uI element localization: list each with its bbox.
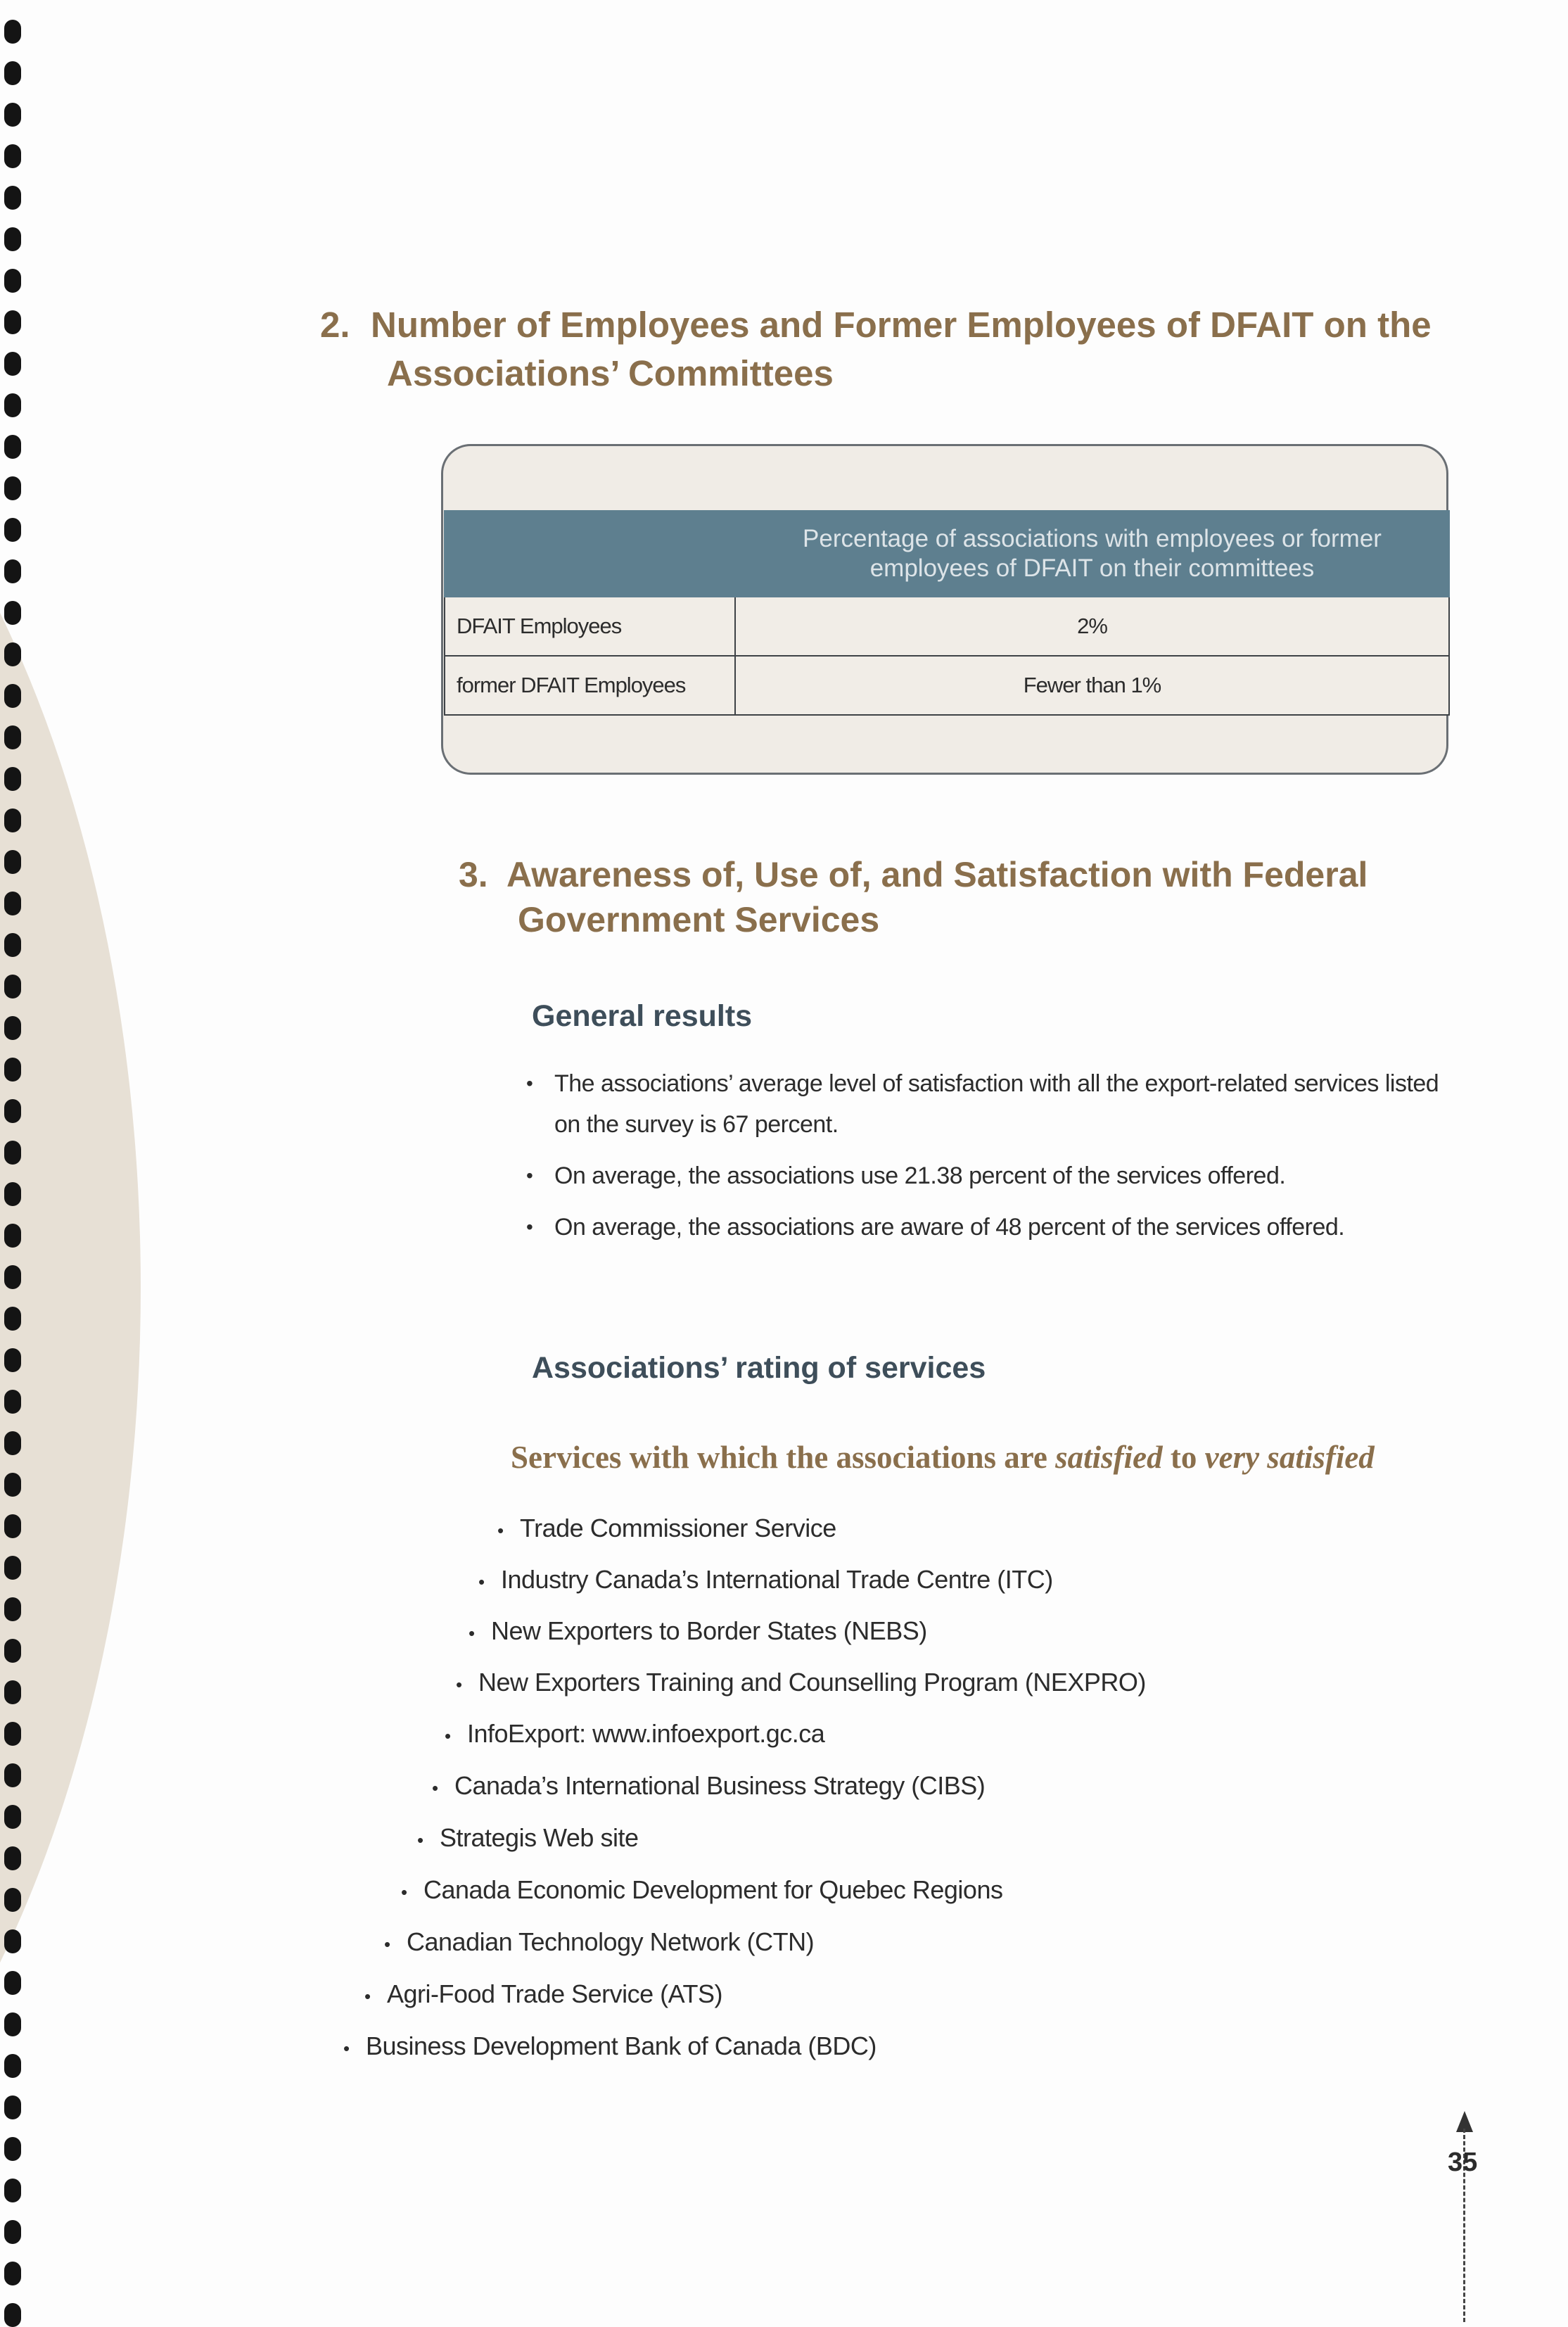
binding-ring: [4, 1390, 21, 1414]
binding-ring: [4, 1846, 21, 1870]
binding-ring: [4, 103, 21, 127]
general-results-heading: General results: [532, 999, 753, 1033]
binding-ring: [4, 1224, 21, 1248]
binding-ring: [4, 310, 21, 334]
table-row-value: Fewer than 1%: [735, 656, 1449, 715]
binding-ring: [4, 933, 21, 957]
service-label: Canada’s International Business Strategy (CIBS): [454, 1771, 986, 1800]
binding-ring: [4, 1680, 21, 1704]
binding-ring: [4, 850, 21, 874]
list-item: • On average, the associations are aware of 48 percent of the services offered.: [521, 1207, 1370, 1248]
binding-ring: [4, 559, 21, 583]
binding-ring: [4, 144, 21, 168]
binding-ring: [4, 2303, 21, 2327]
list-item: • On average, the associations use 21.38 percent of the services offered.: [521, 1155, 1463, 1196]
binding-ring: [4, 975, 21, 998]
binding-ring: [4, 684, 21, 708]
subheading-emphasis: very satisfied: [1204, 1440, 1375, 1475]
binding-ring: [4, 725, 21, 749]
binding-ring: [4, 1556, 21, 1580]
binding-ring: [4, 1514, 21, 1538]
binding-ring: [4, 1307, 21, 1331]
binding-ring: [4, 1597, 21, 1621]
binding-ring: [4, 352, 21, 376]
service-item: [497, 1514, 836, 1543]
service-label: InfoExport: www.infoexport.gc.ca: [467, 1719, 825, 1748]
service-item: [445, 1719, 824, 1749]
spiral-binding: [0, 0, 24, 2322]
table-row-label: former DFAIT Employees: [445, 656, 735, 715]
bullet-icon: •: [432, 1777, 438, 1799]
binding-ring: [4, 269, 21, 293]
service-item: [401, 1875, 1002, 1905]
subheading-text: to: [1162, 1440, 1205, 1475]
table-row: [445, 656, 1449, 715]
binding-ring: [4, 2137, 21, 2161]
table-header-row: [445, 511, 1449, 597]
binding-ring: [4, 892, 21, 915]
binding-ring: [4, 809, 21, 832]
bullet-icon: •: [497, 1520, 504, 1541]
binding-ring: [4, 61, 21, 85]
binding-ring: [4, 227, 21, 251]
employees-table: [444, 510, 1450, 716]
binding-ring: [4, 1348, 21, 1372]
section2-heading: [320, 300, 1432, 398]
section2-title-line2: Associations’ Committees: [387, 353, 834, 393]
bullet-icon: •: [456, 1674, 462, 1695]
binding-ring: [4, 1763, 21, 1787]
binding-ring: [4, 1099, 21, 1123]
service-label: New Exporters to Border States (NEBS): [491, 1616, 927, 1645]
list-item: • The associations’ average level of satisfaction with all the export-related services listed on the survey is 67 percent.: [521, 1063, 1463, 1145]
service-item: [417, 1823, 638, 1853]
service-label: New Exporters Training and Counselling Program (NEXPRO): [478, 1668, 1146, 1697]
binding-ring: [4, 1722, 21, 1746]
bullet-icon: •: [401, 1882, 407, 1903]
table-row-label: DFAIT Employees: [445, 597, 735, 656]
binding-ring: [4, 1639, 21, 1663]
section2-title-line1: Number of Employees and Former Employees of DFAIT on the: [371, 305, 1432, 345]
service-label: Canadian Technology Network (CTN): [407, 1927, 815, 1956]
service-label: Strategis Web site: [440, 1823, 639, 1852]
binding-ring: [4, 1182, 21, 1206]
service-label: Agri-Food Trade Service (ATS): [387, 1979, 722, 2008]
satisfied-subheading: [511, 1439, 1375, 1476]
service-label: Business Development Bank of Canada (BDC): [366, 2031, 877, 2060]
bullet-icon: •: [445, 1725, 451, 1746]
binding-ring: [4, 20, 21, 44]
service-label: Industry Canada’s International Trade Centre (ITC): [501, 1565, 1053, 1594]
binding-ring: [4, 435, 21, 459]
binding-ring: [4, 476, 21, 500]
binding-ring: [4, 601, 21, 625]
rating-heading: Associations’ rating of services: [532, 1351, 986, 1385]
binding-ring: [4, 1058, 21, 1082]
general-results-list: [521, 1063, 1463, 1258]
service-label: Canada Economic Development for Quebec Regions: [423, 1875, 1003, 1904]
section3-title-line2: Government Services: [518, 900, 880, 939]
subheading-text: Services with which the associations are: [511, 1440, 1056, 1475]
bullet-icon: •: [364, 1986, 371, 2007]
binding-ring: [4, 1431, 21, 1455]
bullet-icon: •: [343, 2038, 350, 2059]
bullet-icon: •: [384, 1934, 390, 1955]
binding-ring: [4, 2012, 21, 2036]
binding-ring: [4, 767, 21, 791]
binding-ring: [4, 1141, 21, 1165]
binding-ring: [4, 393, 21, 417]
section3-number: 3.: [459, 855, 488, 894]
service-item: [469, 1616, 927, 1646]
service-item: [343, 2031, 877, 2061]
binding-ring: [4, 2179, 21, 2202]
binding-ring: [4, 642, 21, 666]
binding-ring: [4, 1929, 21, 1953]
binding-ring: [4, 1016, 21, 1040]
binding-ring: [4, 2220, 21, 2244]
service-item: [432, 1771, 985, 1801]
service-item: [384, 1927, 814, 1957]
binding-ring: [4, 518, 21, 542]
table-row: [445, 597, 1449, 656]
binding-ring: [4, 1888, 21, 1912]
binding-ring: [4, 1265, 21, 1289]
binding-ring: [4, 2095, 21, 2119]
table-header-empty: [445, 511, 735, 597]
service-item: [456, 1668, 1146, 1697]
section2-number: 2.: [320, 305, 350, 345]
binding-ring: [4, 1805, 21, 1829]
table-row-value: 2%: [735, 597, 1449, 656]
service-label: Trade Commissioner Service: [520, 1514, 836, 1542]
binding-ring: [4, 1971, 21, 1995]
page-number: 35: [1448, 2148, 1478, 2177]
section3-title-line1: Awareness of, Use of, and Satisfaction with Federal: [506, 855, 1368, 894]
section3-heading: [459, 852, 1368, 942]
table-header-percentage: Percentage of associations with employees or former employees of DFAIT on their committees: [735, 511, 1449, 597]
binding-ring: [4, 2262, 21, 2285]
binding-ring: [4, 2054, 21, 2078]
service-item: [478, 1565, 1053, 1594]
binding-ring: [4, 186, 21, 210]
binding-ring: [4, 1473, 21, 1497]
subheading-emphasis: satisfied: [1055, 1440, 1163, 1475]
bullet-icon: •: [469, 1623, 475, 1644]
service-item: [364, 1979, 722, 2009]
bullet-icon: •: [417, 1830, 423, 1851]
bullet-icon: •: [478, 1571, 485, 1592]
